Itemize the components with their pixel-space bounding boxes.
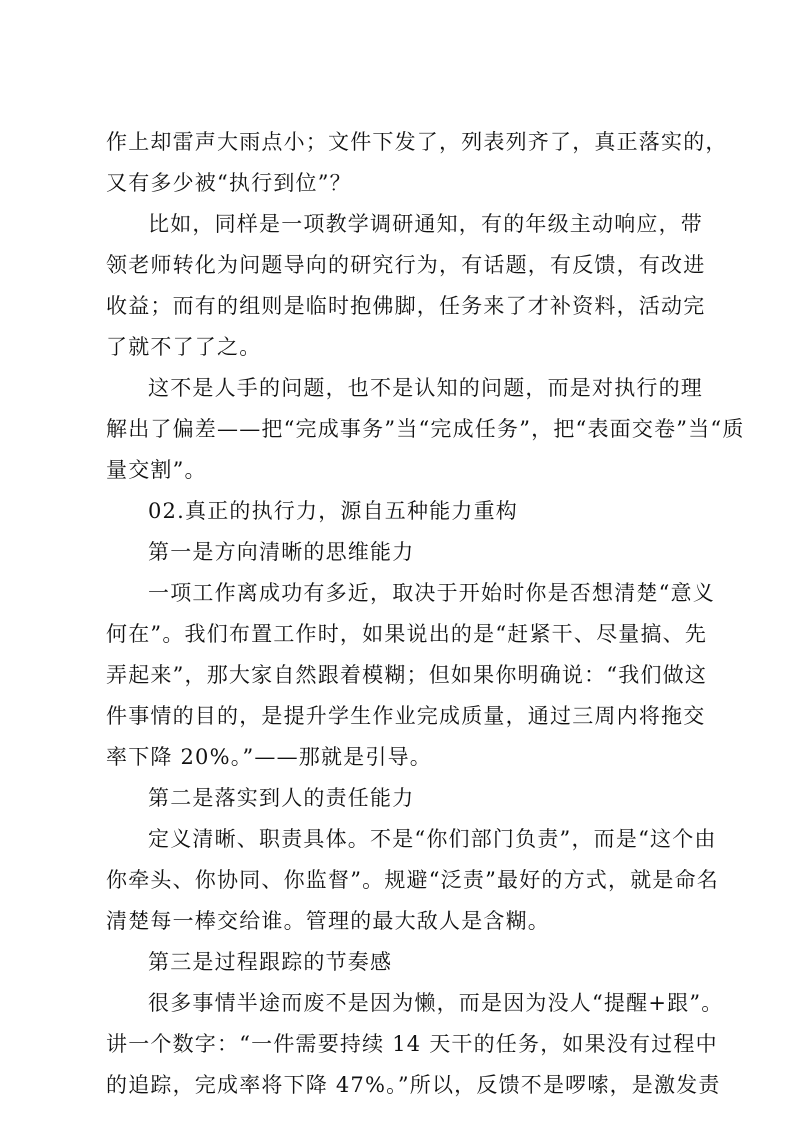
- text-line: 率下降 20%。”——那就是引导。: [106, 745, 432, 769]
- text-line: 了就不了了之。: [106, 335, 262, 359]
- text-line: 又有多少被“执行到位”？: [106, 171, 352, 195]
- subheading: 第二是落实到人的责任能力: [148, 786, 415, 810]
- text-line: 清楚每一棒交给谁。管理的最大敌人是含糊。: [106, 909, 550, 933]
- text-line: 讲一个数字：“一件需要持续 14 天干的任务，如果没有过程中: [106, 1032, 718, 1056]
- text-line: 领老师转化为问题导向的研究行为，有话题，有反馈，有改进: [106, 253, 706, 277]
- text-line: 弄起来”，那大家自然跟着模糊；但如果你明确说：“我们做这: [106, 663, 708, 687]
- text-line: 量交割”。: [106, 458, 207, 482]
- text-line: 你牵头、你协同、你监督”。规避“泛责”最好的方式，就是命名: [106, 868, 720, 892]
- section-heading: 02.真正的执行力，源自五种能力重构: [148, 499, 518, 523]
- subheading: 第一是方向清晰的思维能力: [148, 540, 415, 564]
- text-line: 比如，同样是一项教学调研通知，有的年级主动响应，带: [148, 212, 703, 236]
- text-line: 何在”。我们布置工作时，如果说出的是“赶紧干、尽量搞、先: [106, 622, 708, 646]
- text-line: 件事情的目的，是提升学生作业完成质量，通过三周内将拖交: [106, 704, 706, 728]
- subheading: 第三是过程跟踪的节奏感: [148, 950, 393, 974]
- text-line: 这不是人手的问题，也不是认知的问题，而是对执行的理: [148, 376, 703, 400]
- text-line: 很多事情半途而废不是因为懒，而是因为没人“提醒+跟”。: [148, 991, 724, 1015]
- text-line: 作上却雷声大雨点小；文件下发了，列表列齐了，真正落实的，: [106, 130, 728, 154]
- text-line: 解出了偏差——把“完成事务”当“完成任务”，把“表面交卷”当“质: [106, 417, 745, 441]
- text-line: 定义清晰、职责具体。不是“你们部门负责”，而是“这个由: [148, 827, 717, 851]
- text-line: 收益；而有的组则是临时抱佛脚，任务来了才补资料，活动完: [106, 294, 706, 318]
- text-line: 一项工作离成功有多近，取决于开始时你是否想清楚“意义: [148, 581, 715, 605]
- text-line: 的追踪，完成率将下降 47%。”所以，反馈不是啰嗦，是激发责: [106, 1073, 721, 1097]
